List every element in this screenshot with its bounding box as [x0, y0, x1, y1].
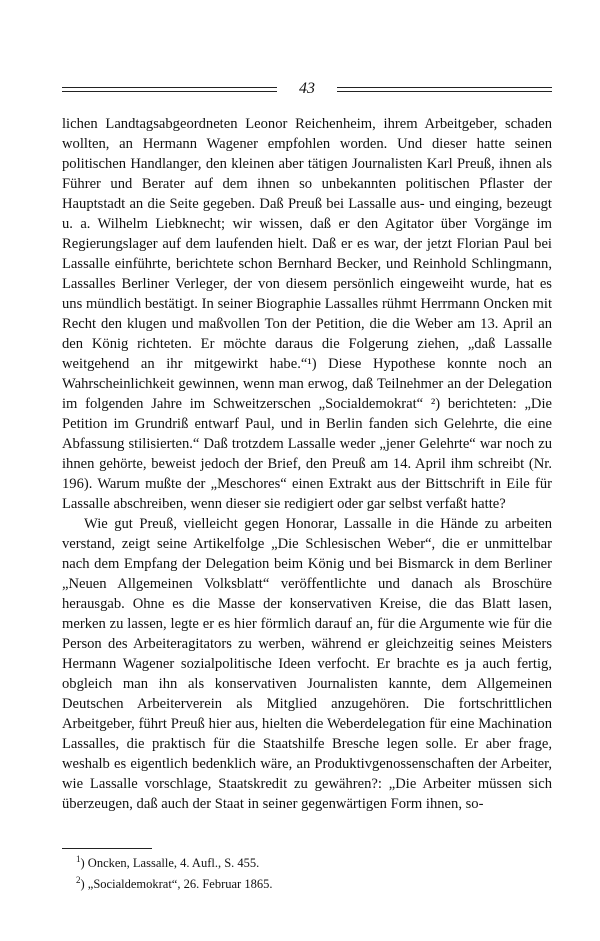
footnote-marker: 1	[76, 854, 81, 864]
header-rule-left	[62, 87, 277, 92]
footnote-text: Oncken, Lassalle, 4. Aufl., S. 455.	[87, 856, 260, 871]
footnote-marker: 2	[76, 875, 81, 886]
footnote-1: $^1$) Oncken, Lassalle, 4. Aufl., S. 455.	[76, 854, 260, 871]
footnote-text: „Socialdemokrat“, 26. Februar 1865.	[87, 877, 273, 892]
footnote-2: $^2$) „Socialdemokrat“, 26. Februar 1865.	[76, 875, 273, 892]
footnote-divider	[62, 848, 152, 849]
paragraph-2: Wie gut Preuß, vielleicht gegen Honorar, Lassalle in die Hände zu arbeiten verstand, zeigt seine Artikelfolge „Die Schlesischen Weber“, die er unmittelbar nach dem Empfang der Delegation beim König und bei Bismarck in dem Berliner „Neuen Allgemeinen Volksblatt“ veröffentlichte und danach als Broschüre herausgab. Ohne es die Masse der konservativen Kreise, die das Blatt lasen, merken zu lassen, legte er es hier förmlich darauf an, für die Argumente wie für die Person des Arbeiteragitators zu werben, während er gleichzeitig seines Meisters Hermann Wagener sozialpolitische Ideen verfocht. Er brachte es ja auch fertig, obgleich man ihn als konservativen Journalisten kannte, dem Allgemeinen Deutschen Arbeiterverein als Mitglied anzugehören. Die fortschrittlichen Arbeitgeber, führt Preuß hier aus, hielten die Weberdelegation für eine Machination Lassalles, die praktisch für die Staatshilfe Bresche legen solle. Er aber frage, weshalb es eigentlich bedenklich wäre, an Produktivgenossenschaften der Arbeiter, wie Lassalle vorschlage, Staatskredit zu gewähren?: „Die Arbeiter müssen sich überzeugen, daß auch der Staat in seiner gegenwärtigen Form ihnen, so-	[62, 516, 552, 812]
page-header	[62, 80, 552, 100]
page-number: 43	[299, 80, 315, 97]
paragraph-1: lichen Landtagsabgeordneten Leonor Reichenheim, ihrem Arbeitgeber, schaden wollten, an Hermann Wagener empfohlen worden. Und dieser hatte seinen politischen Handlanger, den kleinen aber tätigen Journalisten Karl Preuß, ihnen als Führer und Berater auf dem ihnen so unbekannten politischen Pflaster der Hauptstadt an die Seite gegeben. Daß Preuß bei Lassalle aus- und einging, bezeugt u. a. Wilhelm Liebknecht; wir wissen, daß er den Agitator über Vorgänge im Regierungslager auf dem laufenden hielt. Daß er es war, der jetzt Florian Paul bei Lassalle einführte, berichtete schon Bernhard Becker, und Reinhold Schlingmann, Lassalles Berliner Verleger, der von diesem persönlich eingeweiht wurde, hat es uns mündlich bestätigt. In seiner Biographie Lassalles rühmt Herrmann Oncken mit Recht den klugen und maßvollen Ton der Petition, die die Weber am 13. April an den König richteten. Er möchte daraus die Folgerung ziehen, „daß Lassalle weitgehend an ihr mitgewirkt habe.“¹) Diese Hypothese konnte noch an Wahrscheinlichkeit gewinnen, wenn man erwog, daß Teilnehmer an der Delegation im folgenden Jahre im Schweitzerschen „Socialdemokrat“ ²) berichteten: „Die Petition im Grundriß entwarf Paul, und in Berlin fanden sich Gelehrte, die eine Abfassung stilisierten.“ Daß trotzdem Lassalle weder „jener Gelehrte“ war noch zu ihnen gehörte, beweist jedoch der Brief, den Preuß am 14. April ihm schreibt (Nr. 196). Warum mußte der „Meschores“ einen Extrakt aus der Bittschrift in Eile für Lassalle abschreiben, wenn dieser sie redigiert oder gar selbst verfaßt hatte?	[62, 116, 552, 512]
header-rule-right	[337, 87, 552, 92]
body-text	[62, 114, 552, 814]
footnotes	[62, 851, 552, 893]
